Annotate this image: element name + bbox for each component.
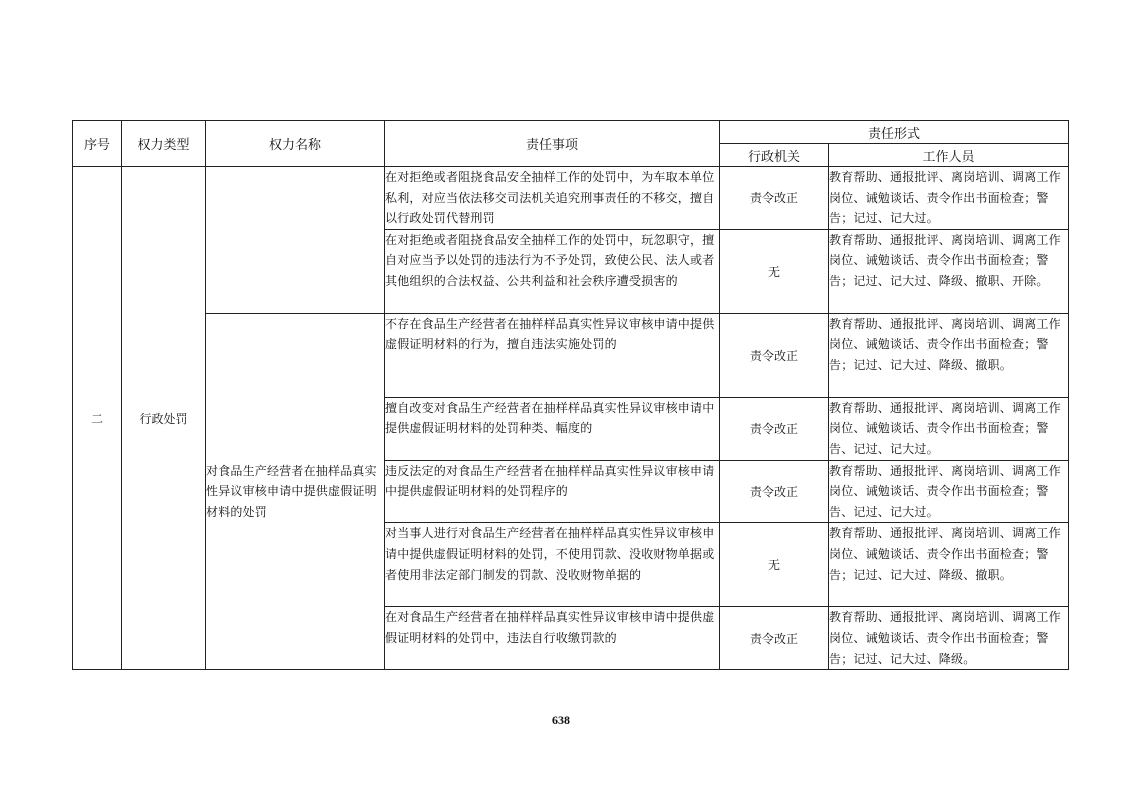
matter-cell: 在对拒绝或者阻挠食品安全抽样工作的处罚中，玩忽职守，擅自对应当予以处罚的违法行为不予处罚，致使公民、法人或者其他组织的合法权益、公共利益和社会秩序遭受损害的	[385, 229, 720, 313]
matter-cell: 在对拒绝或者阻挠食品安全抽样工作的处罚中，为车取本单位私利，对应当依法移交司法机关追究刑事责任的不移交，擅自以行政处罚代替刑罚	[385, 167, 720, 230]
header-matter: 责任事项	[385, 121, 720, 167]
staff-cell: 教育帮助、通报批评、离岗培训、调离工作岗位、诫勉谈话、责令作出书面检查；警告；记过、记大过。	[829, 167, 1069, 230]
matter-cell: 在对食品生产经营者在抽样样品真实性异议审核申请中提供虚假证明材料的处罚中，违法自行收缴罚款的	[385, 607, 720, 670]
table-row	[73, 313, 1069, 397]
header-power-name: 权力名称	[206, 121, 385, 167]
group-power-type: 行政处罚	[122, 167, 206, 670]
agency-cell: 责令改正	[720, 167, 829, 230]
group-name-b: 对食品生产经营者在抽样品真实性异议审核申请中提供虚假证明材料的处罚	[206, 313, 385, 669]
page-number: 638	[552, 713, 570, 727]
matter-cell: 对当事人进行对食品生产经营者在抽样样品真实性异议审核申请中提供虚假证明材料的处罚，不使用罚款、没收财物单据或者使用非法定部门制发的罚款、没收财物单据的	[385, 523, 720, 607]
agency-cell: 责令改正	[720, 460, 829, 523]
staff-cell: 教育帮助、通报批评、离岗培训、调离工作岗位、诫勉谈话、责令作出书面检查；警告、记过、记大过。	[829, 397, 1069, 460]
header-staff: 工作人员	[829, 144, 1069, 167]
agency-cell: 责令改正	[720, 397, 829, 460]
agency-cell: 责令改正	[720, 313, 829, 397]
group-name-a	[206, 167, 385, 314]
group-seq: 二	[73, 167, 122, 670]
header-seq: 序号	[73, 121, 122, 167]
agency-cell: 无	[720, 523, 829, 607]
matter-cell: 不存在食品生产经营者在抽样样品真实性异议审核申请中提供虚假证明材料的行为，擅自违法实施处罚的	[385, 313, 720, 397]
header-agency: 行政机关	[720, 144, 829, 167]
staff-cell: 教育帮助、通报批评、离岗培训、调离工作岗位、诫勉谈话、责令作出书面检查；警告；记过、记大过、降级、撤职、开除。	[829, 229, 1069, 313]
matter-cell: 违反法定的对食品生产经营者在抽样样品真实性异议审核申请中提供虚假证明材料的处罚程序的	[385, 460, 720, 523]
agency-cell: 无	[720, 229, 829, 313]
agency-cell: 责令改正	[720, 607, 829, 670]
staff-cell: 教育帮助、通报批评、离岗培训、调离工作岗位、诫勉谈话、责令作出书面检查；警告；记过、记大过、降级、撤职。	[829, 523, 1069, 607]
header-form: 责任形式	[720, 121, 1069, 144]
staff-cell: 教育帮助、通报批评、离岗培训、调离工作岗位、诫勉谈话、责令作出书面检查；警告；记过、记大过、降级。	[829, 607, 1069, 670]
staff-cell: 教育帮助、通报批评、离岗培训、调离工作岗位、诫勉谈话、责令作出书面检查；警告、记过、记大过。	[829, 460, 1069, 523]
matter-cell: 擅自改变对食品生产经营者在抽样样品真实性异议审核申请中提供虚假证明材料的处罚种类、幅度的	[385, 397, 720, 460]
responsibility-table	[72, 120, 1069, 670]
staff-cell: 教育帮助、通报批评、离岗培训、调离工作岗位、诫勉谈话、责令作出书面检查；警告；记过、记大过、降级、撤职。	[829, 313, 1069, 397]
header-power-type: 权力类型	[122, 121, 206, 167]
table-row	[73, 167, 1069, 230]
